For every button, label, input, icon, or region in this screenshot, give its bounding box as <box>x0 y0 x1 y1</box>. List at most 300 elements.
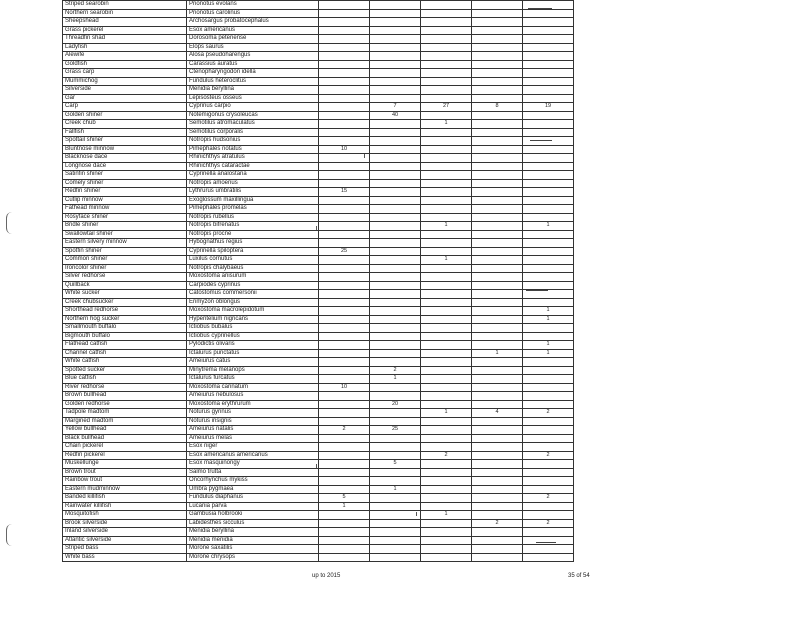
count-cell <box>472 358 523 367</box>
count-cell <box>319 341 370 350</box>
count-cell <box>370 26 421 35</box>
count-cell <box>319 205 370 214</box>
common-name-cell: Inland silverside <box>63 528 187 537</box>
scientific-name-cell: Notropis chalybaeus <box>187 264 319 273</box>
count-cell <box>523 536 574 545</box>
count-cell <box>523 477 574 486</box>
common-name-cell: Margined madtom <box>63 417 187 426</box>
count-cell <box>319 111 370 120</box>
table-row <box>63 519 574 528</box>
count-cell <box>319 468 370 477</box>
count-cell: 20 <box>370 400 421 409</box>
common-name-cell: Rosyface shiner <box>63 213 187 222</box>
scientific-name-cell: Esox americanus americanus <box>187 451 319 460</box>
count-cell <box>523 324 574 333</box>
count-cell <box>370 196 421 205</box>
count-cell <box>319 434 370 443</box>
count-cell <box>472 18 523 27</box>
count-cell <box>472 9 523 18</box>
count-cell <box>421 443 472 452</box>
count-cell <box>370 94 421 103</box>
count-cell <box>421 1 472 10</box>
scientific-name-cell: Prionotus evolans <box>187 1 319 10</box>
common-name-cell: Shorthead redhorse <box>63 307 187 316</box>
count-cell <box>370 417 421 426</box>
count-cell <box>472 545 523 554</box>
table-row <box>63 511 574 520</box>
table-row <box>63 188 574 197</box>
scientific-name-cell: Pylodictis olivaris <box>187 341 319 350</box>
table-row <box>63 332 574 341</box>
count-cell <box>421 392 472 401</box>
count-cell <box>523 188 574 197</box>
count-cell <box>319 137 370 146</box>
common-name-cell: Eastern silvery minnow <box>63 239 187 248</box>
count-cell <box>370 409 421 418</box>
count-cell <box>421 247 472 256</box>
count-cell <box>370 18 421 27</box>
count-cell <box>319 528 370 537</box>
count-cell <box>421 239 472 248</box>
table-row <box>63 137 574 146</box>
count-cell <box>523 273 574 282</box>
table-row <box>63 460 574 469</box>
scientific-name-cell: Oncorhynchus mykiss <box>187 477 319 486</box>
count-cell <box>319 18 370 27</box>
count-cell <box>319 1 370 10</box>
scientific-name-cell: Menidia beryllina <box>187 86 319 95</box>
count-cell <box>370 60 421 69</box>
count-cell <box>319 349 370 358</box>
scientific-name-cell: Fundulus diaphanus <box>187 494 319 503</box>
count-cell <box>472 536 523 545</box>
count-cell <box>472 196 523 205</box>
count-cell: 2 <box>370 366 421 375</box>
count-cell: 1 <box>472 349 523 358</box>
common-name-cell: Bigmouth buffalo <box>63 332 187 341</box>
scientific-name-cell: Moxostoma macrolepidotum <box>187 307 319 316</box>
common-name-cell: Swallowtail shiner <box>63 230 187 239</box>
count-cell <box>523 426 574 435</box>
count-cell <box>319 120 370 129</box>
count-cell <box>421 230 472 239</box>
scientific-name-cell: Noturus insignis <box>187 417 319 426</box>
count-cell <box>319 35 370 44</box>
count-cell <box>421 545 472 554</box>
table-row <box>63 264 574 273</box>
count-cell <box>319 171 370 180</box>
count-cell <box>421 179 472 188</box>
common-name-cell: Threadfin shad <box>63 35 187 44</box>
count-cell: 2 <box>523 494 574 503</box>
common-name-cell: Northern hog sucker <box>63 315 187 324</box>
count-cell: 2 <box>421 451 472 460</box>
count-cell <box>421 315 472 324</box>
count-cell <box>472 485 523 494</box>
count-cell <box>421 468 472 477</box>
count-cell <box>472 315 523 324</box>
count-cell <box>319 128 370 137</box>
table-row <box>63 52 574 61</box>
count-cell: 8 <box>472 103 523 112</box>
count-cell <box>472 553 523 562</box>
count-cell <box>472 256 523 265</box>
count-cell <box>472 468 523 477</box>
count-cell <box>421 477 472 486</box>
table-row <box>63 502 574 511</box>
count-cell <box>472 128 523 137</box>
footer-date: up to 2015 <box>312 573 341 579</box>
count-cell <box>370 86 421 95</box>
scientific-name-cell: Minytrema melanops <box>187 366 319 375</box>
scientific-name-cell: Ictiobus bubalus <box>187 324 319 333</box>
count-cell <box>421 26 472 35</box>
count-cell: 27 <box>421 103 472 112</box>
common-name-cell: White catfish <box>63 358 187 367</box>
scientific-name-cell: Ictalurus punctatus <box>187 349 319 358</box>
scientific-name-cell: Menidia menidia <box>187 536 319 545</box>
table-row <box>63 358 574 367</box>
count-cell <box>319 60 370 69</box>
table-row <box>63 366 574 375</box>
count-cell <box>319 451 370 460</box>
common-name-cell: Sheepshead <box>63 18 187 27</box>
count-cell: 1 <box>421 511 472 520</box>
count-cell <box>370 383 421 392</box>
count-cell <box>370 52 421 61</box>
common-name-cell: Rainbow trout <box>63 477 187 486</box>
count-cell <box>370 519 421 528</box>
scientific-name-cell: Ameiurus nebulosus <box>187 392 319 401</box>
count-cell <box>523 264 574 273</box>
common-name-cell: Spotted sucker <box>63 366 187 375</box>
count-cell <box>472 77 523 86</box>
count-cell <box>523 111 574 120</box>
count-cell <box>370 273 421 282</box>
count-cell <box>523 392 574 401</box>
table-row <box>63 247 574 256</box>
scientific-name-cell: Hybognathus regius <box>187 239 319 248</box>
scientific-name-cell: Ctenopharyngodon idella <box>187 69 319 78</box>
count-cell <box>421 171 472 180</box>
count-cell <box>421 366 472 375</box>
count-cell <box>421 324 472 333</box>
count-cell <box>472 392 523 401</box>
common-name-cell: Yellow bullhead <box>63 426 187 435</box>
count-cell <box>523 443 574 452</box>
count-cell: 1 <box>421 222 472 231</box>
count-cell <box>421 400 472 409</box>
count-cell <box>370 205 421 214</box>
count-cell <box>523 179 574 188</box>
table-row <box>63 205 574 214</box>
scientific-name-cell: Notropis amoenus <box>187 179 319 188</box>
count-cell: 7 <box>370 103 421 112</box>
scientific-name-cell: Notropis bifrenatus <box>187 222 319 231</box>
count-cell <box>523 553 574 562</box>
table-row <box>63 477 574 486</box>
table-row <box>63 196 574 205</box>
scientific-name-cell: Lucania parva <box>187 502 319 511</box>
count-cell <box>319 213 370 222</box>
common-name-cell: Mosquitofish <box>63 511 187 520</box>
table-row <box>63 154 574 163</box>
scientific-name-cell: Moxostoma carinatum <box>187 383 319 392</box>
count-cell <box>472 188 523 197</box>
count-cell <box>472 137 523 146</box>
count-cell <box>319 358 370 367</box>
table-row <box>63 239 574 248</box>
scientific-name-cell: Semotilus atromaculatus <box>187 120 319 129</box>
count-cell <box>421 536 472 545</box>
count-cell <box>319 315 370 324</box>
count-cell <box>319 94 370 103</box>
count-cell <box>472 511 523 520</box>
count-cell <box>319 179 370 188</box>
count-cell <box>523 528 574 537</box>
common-name-cell: Golden shiner <box>63 111 187 120</box>
table-row <box>63 434 574 443</box>
common-name-cell: Banded killifish <box>63 494 187 503</box>
table-row <box>63 128 574 137</box>
common-name-cell: Fallfish <box>63 128 187 137</box>
count-cell <box>472 86 523 95</box>
table-row <box>63 145 574 154</box>
count-cell <box>421 35 472 44</box>
scientific-name-cell: Labidesthes sicculus <box>187 519 319 528</box>
scientific-name-cell: Moxostoma erythrurum <box>187 400 319 409</box>
count-cell <box>319 26 370 35</box>
count-cell <box>421 519 472 528</box>
count-cell <box>421 332 472 341</box>
count-cell <box>523 230 574 239</box>
table-row <box>63 375 574 384</box>
count-cell <box>319 400 370 409</box>
count-cell <box>421 358 472 367</box>
count-cell <box>472 324 523 333</box>
count-cell: 1 <box>319 502 370 511</box>
scientific-name-cell: Catostomus commersonii <box>187 290 319 299</box>
common-name-cell: White sucker <box>63 290 187 299</box>
table-row <box>63 60 574 69</box>
count-cell: 10 <box>319 383 370 392</box>
count-cell <box>421 111 472 120</box>
table-row <box>63 290 574 299</box>
table-row <box>63 417 574 426</box>
table-row <box>63 349 574 358</box>
common-name-cell: Longnose dace <box>63 162 187 171</box>
scan-mark <box>316 226 317 230</box>
scientific-name-cell: Ameiurus melas <box>187 434 319 443</box>
table-row <box>63 213 574 222</box>
scientific-name-cell: Cyprinella spiloptera <box>187 247 319 256</box>
species-table-body <box>63 1 574 562</box>
count-cell <box>472 162 523 171</box>
common-name-cell: Bluntnose minnow <box>63 145 187 154</box>
count-cell <box>421 128 472 137</box>
count-cell <box>421 18 472 27</box>
scientific-name-cell: Archosargus probatocephalus <box>187 18 319 27</box>
count-cell <box>370 120 421 129</box>
count-cell <box>421 94 472 103</box>
count-cell <box>523 69 574 78</box>
count-cell <box>370 188 421 197</box>
count-cell <box>370 213 421 222</box>
count-cell <box>523 417 574 426</box>
count-cell <box>319 553 370 562</box>
count-cell <box>370 281 421 290</box>
count-cell <box>319 409 370 418</box>
common-name-cell: Gar <box>63 94 187 103</box>
count-cell <box>523 298 574 307</box>
count-cell <box>319 519 370 528</box>
count-cell <box>472 307 523 316</box>
count-cell <box>370 256 421 265</box>
count-cell <box>523 43 574 52</box>
common-name-cell: Black bullhead <box>63 434 187 443</box>
count-cell <box>319 281 370 290</box>
table-row <box>63 103 574 112</box>
count-cell <box>370 315 421 324</box>
table-row <box>63 443 574 452</box>
count-cell: 1 <box>370 485 421 494</box>
scientific-name-cell: Elops saurus <box>187 43 319 52</box>
count-cell <box>370 477 421 486</box>
count-cell <box>472 60 523 69</box>
count-cell <box>370 264 421 273</box>
count-cell <box>421 145 472 154</box>
scientific-name-cell: Cyprinus carpio <box>187 103 319 112</box>
count-cell: 15 <box>319 188 370 197</box>
count-cell <box>319 103 370 112</box>
scientific-name-cell: Hypentelium nigricans <box>187 315 319 324</box>
count-cell: 2 <box>472 519 523 528</box>
count-cell <box>472 400 523 409</box>
count-cell <box>523 460 574 469</box>
count-cell <box>421 460 472 469</box>
count-cell <box>472 273 523 282</box>
count-cell <box>523 18 574 27</box>
count-cell <box>319 375 370 384</box>
common-name-cell: River redhorse <box>63 383 187 392</box>
count-cell <box>421 196 472 205</box>
table-row <box>63 392 574 401</box>
count-cell: 19 <box>523 103 574 112</box>
count-cell <box>472 205 523 214</box>
count-cell <box>370 358 421 367</box>
count-cell <box>421 213 472 222</box>
count-cell <box>472 52 523 61</box>
count-cell <box>370 494 421 503</box>
scan-mark <box>316 464 317 468</box>
scientific-name-cell: Carpiodes cyprinus <box>187 281 319 290</box>
count-cell <box>370 536 421 545</box>
count-cell <box>523 120 574 129</box>
count-cell <box>319 536 370 545</box>
common-name-cell: White bass <box>63 553 187 562</box>
count-cell <box>319 392 370 401</box>
common-name-cell: Eastern mudminnow <box>63 485 187 494</box>
count-cell <box>319 460 370 469</box>
count-cell <box>319 77 370 86</box>
scientific-name-cell: Rhinichthys atratulus <box>187 154 319 163</box>
common-name-cell: Fathead minnow <box>63 205 187 214</box>
count-cell: 1 <box>523 349 574 358</box>
table-row <box>63 298 574 307</box>
common-name-cell: Golden redhorse <box>63 400 187 409</box>
count-cell: 2 <box>523 451 574 460</box>
count-cell <box>472 528 523 537</box>
table-row <box>63 171 574 180</box>
count-cell: 25 <box>370 426 421 435</box>
count-cell <box>421 307 472 316</box>
count-cell <box>421 298 472 307</box>
table-row <box>63 120 574 129</box>
count-cell: 1 <box>421 409 472 418</box>
table-row <box>63 536 574 545</box>
common-name-cell: Satinfin shiner <box>63 171 187 180</box>
species-table <box>62 0 574 562</box>
common-name-cell: Ironcolor shiner <box>63 264 187 273</box>
count-cell <box>421 528 472 537</box>
count-cell <box>319 273 370 282</box>
scientific-name-cell: Exoglossum maxillingua <box>187 196 319 205</box>
count-cell <box>421 86 472 95</box>
count-cell <box>523 358 574 367</box>
count-cell <box>472 494 523 503</box>
count-cell <box>523 171 574 180</box>
count-cell: 1 <box>421 256 472 265</box>
count-cell <box>421 485 472 494</box>
table-row <box>63 383 574 392</box>
common-name-cell: Silver redhorse <box>63 273 187 282</box>
count-cell <box>472 26 523 35</box>
table-row <box>63 409 574 418</box>
count-cell: 1 <box>523 222 574 231</box>
count-cell <box>421 264 472 273</box>
scientific-name-cell: Dorosoma petenense <box>187 35 319 44</box>
count-cell <box>472 43 523 52</box>
count-cell <box>523 366 574 375</box>
table-row <box>63 553 574 562</box>
scientific-name-cell: Notropis hudsonius <box>187 137 319 146</box>
table-row <box>63 1 574 10</box>
count-cell <box>523 468 574 477</box>
count-cell <box>319 290 370 299</box>
common-name-cell: Creek chub <box>63 120 187 129</box>
table-row <box>63 528 574 537</box>
count-cell: 10 <box>319 145 370 154</box>
scientific-name-cell: Ictalurus furcatus <box>187 375 319 384</box>
count-cell <box>523 86 574 95</box>
count-cell <box>370 451 421 460</box>
count-cell <box>523 128 574 137</box>
count-cell <box>523 383 574 392</box>
scientific-name-cell: Esox masquinongy <box>187 460 319 469</box>
count-cell <box>319 485 370 494</box>
count-cell <box>421 426 472 435</box>
count-cell <box>370 502 421 511</box>
common-name-cell: Blacknose dace <box>63 154 187 163</box>
count-cell <box>319 69 370 78</box>
count-cell <box>370 247 421 256</box>
count-cell <box>319 162 370 171</box>
count-cell <box>370 528 421 537</box>
table-row <box>63 468 574 477</box>
common-name-cell: Cutlip minnow <box>63 196 187 205</box>
common-name-cell: Striped bass <box>63 545 187 554</box>
count-cell <box>421 154 472 163</box>
